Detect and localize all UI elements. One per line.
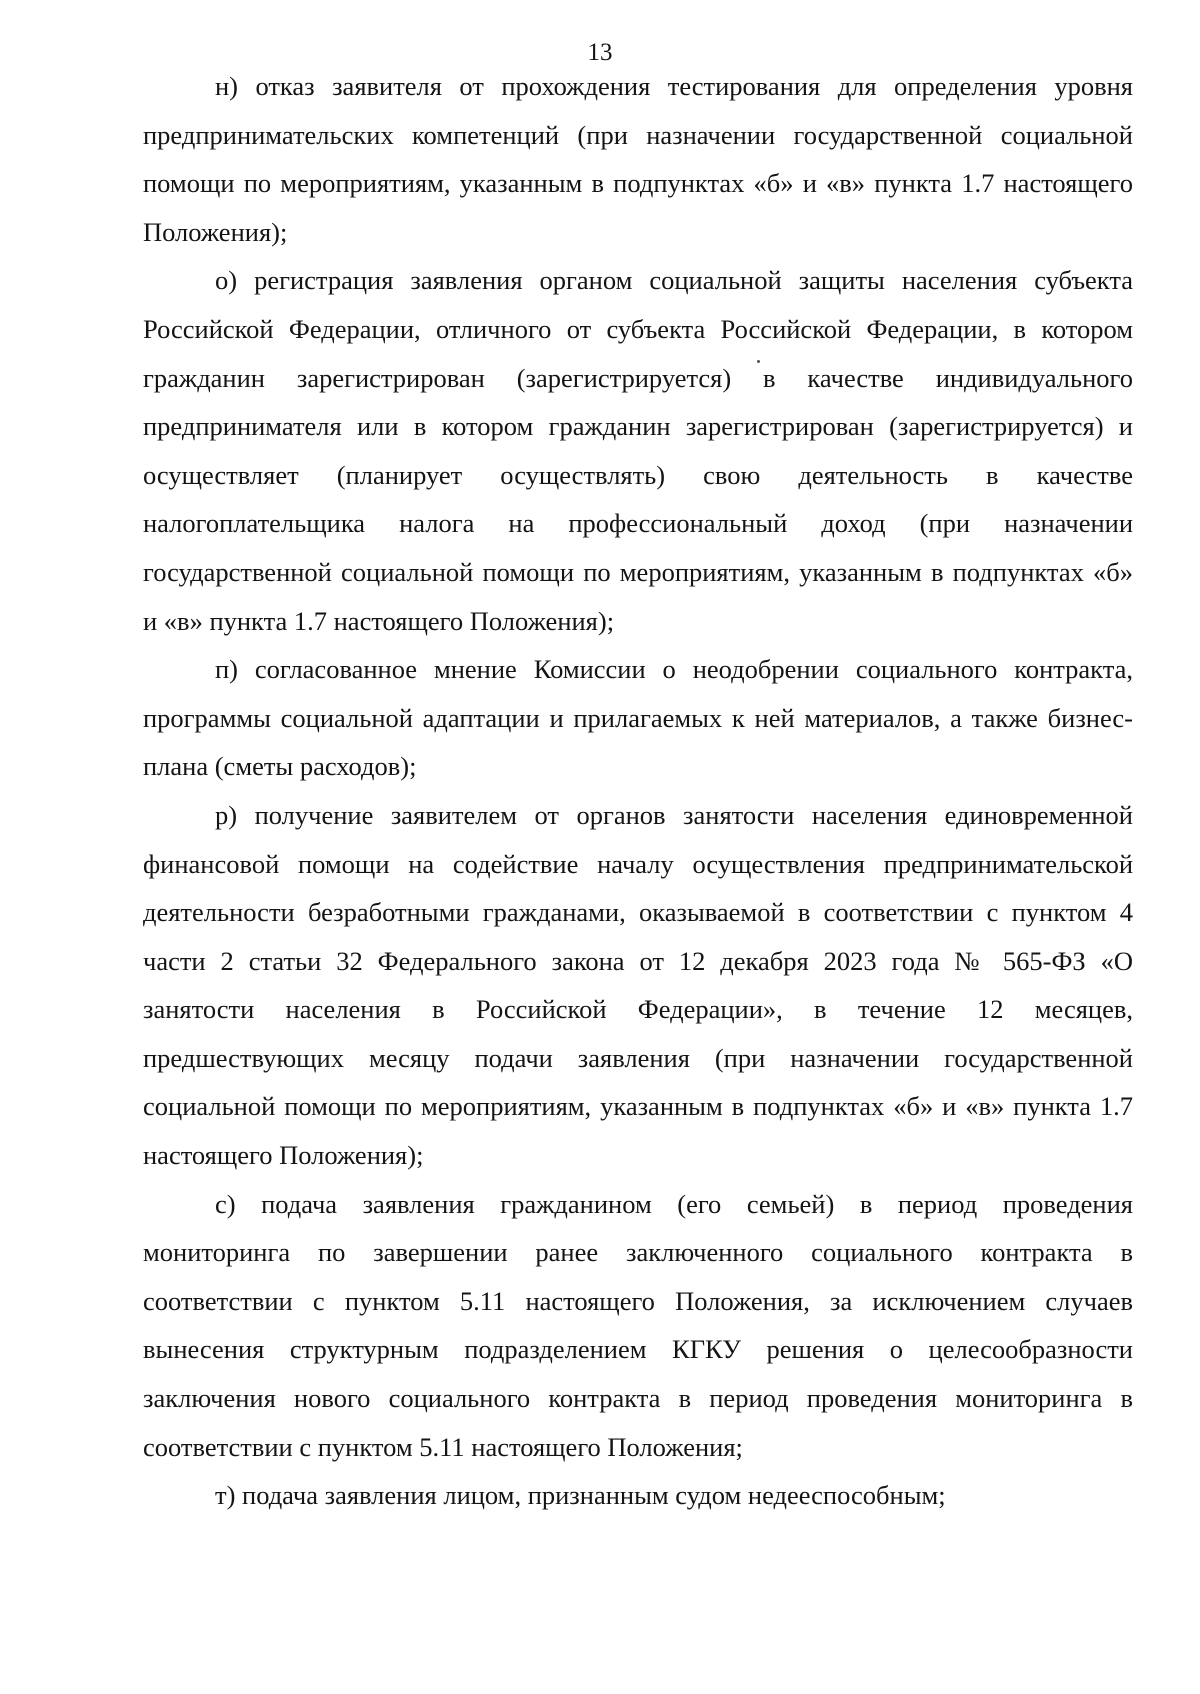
page-number: 13 [587,39,613,66]
paragraph-s: с) подача заявления гражданином (его семьей) в период проведения мониторинга по завершении ранее заключенного социального контракта в соответствии с пунктом 5.11 настоящего Положения, за исключением случаев вынесения структурным подразделением КГКУ решения о целесообразности заключения нового социального контракта в период проведения мониторинга в соответствии с пунктом 5.11 настоящего Положения; [143,1188,1133,1462]
paragraph-n: н) отказ заявителя от прохождения тестирования для определения уровня предпринимательских компетенций (при назначении государственной социальной помощи по мероприятиям, указанным в подпунктах «б» и «в» пункта 1.7 настоящего Положения); [143,71,1133,247]
scan-speck [757,360,760,363]
document-body [143,62,1133,1520]
paragraph-r: р) получение заявителем от органов занятости населения единовременной финансовой помощи на содействие началу осуществления предпринимательской деятельности безработными гражданами, оказываемой в соответствии с пунктом 4 части 2 статьи 32 Федерального закона от 12 декабря 2023 года № 565-ФЗ «О занятости населения в Российской Федерации», в течение 12 месяцев, предшествующих месяцу подачи заявления (при назначении государственной социальной помощи по мероприятиям, указанным в подпунктах «б» и «в» пункта 1.7 настоящего Положения); [143,799,1133,1171]
paragraph-o: о) регистрация заявления органом социальной защиты населения субъекта Российской Федерации, отличного от субъекта Российской Федерации, в котором гражданин зарегистрирован (зарегистрируется) в качестве индивидуального предпринимателя или в котором гражданин зарегистрирован (зарегистрируется) и осуществляет (планирует осуществлять) свою деятельность в качестве налогоплательщика налога на профессиональный доход (при назначении государственной социальной помощи по мероприятиям, указанным в подпунктах «б» и «в» пункта 1.7 настоящего Положения); [143,265,1133,636]
paragraph-t: т) подача заявления лицом, признанным судом недееспособным; [215,1480,946,1511]
paragraph-p: п) согласованное мнение Комиссии о неодобрении социального контракта, программы социальной адаптации и прилагаемых к ней материалов, а также бизнес-плана (сметы расходов); [143,654,1133,782]
